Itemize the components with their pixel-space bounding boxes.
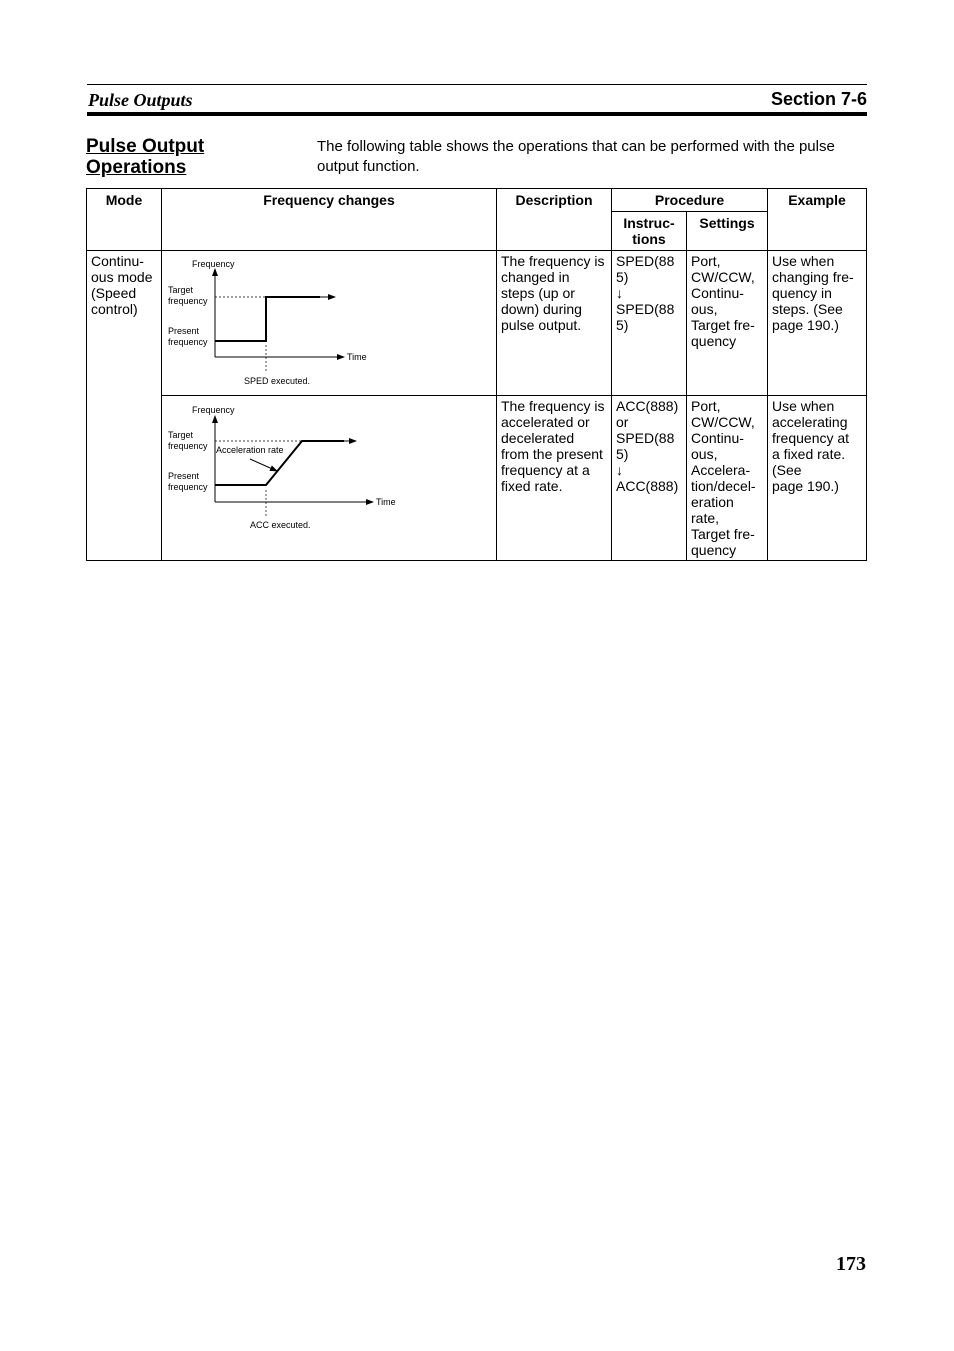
present-label-line2-b: frequency — [168, 482, 208, 492]
section-title — [86, 136, 204, 178]
settings-cell: Port, CW/CCW, Continu- ous, Accelera- tion/decel- eration rate, Target fre- quency — [687, 396, 768, 561]
present-frequency-label — [168, 326, 208, 347]
table-row — [87, 396, 867, 561]
table-header-row — [87, 189, 867, 212]
example-cell: Use when changing fre- quency in steps. (See page 190.) — [768, 251, 867, 396]
mode-cell: Continu- ous mode (Speed control) — [87, 251, 162, 561]
example-cell: Use when accelerating frequency at a fixed rate. (See page 190.) — [768, 396, 867, 561]
step-frequency-trace — [215, 297, 320, 341]
frequency-axis-label: Frequency — [192, 405, 235, 415]
target-label-line2-b: frequency — [168, 441, 208, 451]
header-settings: Settings — [687, 212, 768, 251]
present-frequency-label — [168, 471, 208, 492]
intro-paragraph: The following table shows the operations that can be performed with the pulse output function. — [317, 138, 835, 175]
time-axis-label: Time — [376, 497, 396, 507]
description-cell: The frequency is accelerated or decelerated from the present frequency at a fixed rate. — [497, 396, 612, 561]
running-header-section: Section 7-6 — [770, 89, 867, 109]
header-description: Description — [497, 189, 612, 251]
sped-step-diagram — [162, 251, 496, 395]
instructions-cell: SPED(88 5) ↓ SPED(88 5) — [612, 251, 687, 396]
instructions-cell: ACC(888) or SPED(88 5) ↓ ACC(888) — [612, 396, 687, 561]
target-frequency-label — [168, 430, 208, 451]
sped-executed-label: SPED executed. — [244, 376, 311, 386]
diagram-cell-sped — [162, 251, 497, 396]
page-number: 173 — [836, 1253, 866, 1275]
present-label-line2: frequency — [168, 337, 208, 347]
acceleration-pointer — [250, 459, 277, 471]
acc-executed-label: ACC executed. — [250, 520, 311, 530]
header-frequency-changes: Frequency changes — [162, 189, 497, 251]
header-mode: Mode — [87, 189, 162, 251]
present-label-line1-b: Present — [168, 471, 200, 481]
header-rule-bottom — [87, 112, 867, 116]
diagram-cell-acc — [162, 396, 497, 561]
running-header-title: Pulse Outputs — [88, 90, 193, 110]
frequency-axis-label: Frequency — [192, 259, 235, 269]
table-row — [87, 251, 867, 396]
description-cell: The frequency is changed in steps (up or down) during pulse output. — [497, 251, 612, 396]
acceleration-rate-label: Acceleration rate — [216, 445, 284, 455]
target-frequency-label — [168, 285, 208, 306]
header-rule-top — [87, 84, 867, 85]
section-title-line1: Pulse Output — [86, 136, 205, 157]
operations-table — [86, 188, 867, 561]
target-label-line2: frequency — [168, 296, 208, 306]
header-example: Example — [768, 189, 867, 251]
present-label-line1: Present — [168, 326, 200, 336]
time-axis-label: Time — [347, 352, 367, 362]
target-label-line1: Target — [168, 285, 194, 295]
settings-cell: Port, CW/CCW, Continu- ous, Target fre- quency — [687, 251, 768, 396]
target-label-line1-b: Target — [168, 430, 194, 440]
section-title-line2: Operations — [86, 157, 187, 178]
header-instructions: Instruc- tions — [612, 212, 687, 251]
acc-ramp-diagram — [162, 396, 496, 560]
header-procedure: Procedure — [612, 189, 768, 212]
